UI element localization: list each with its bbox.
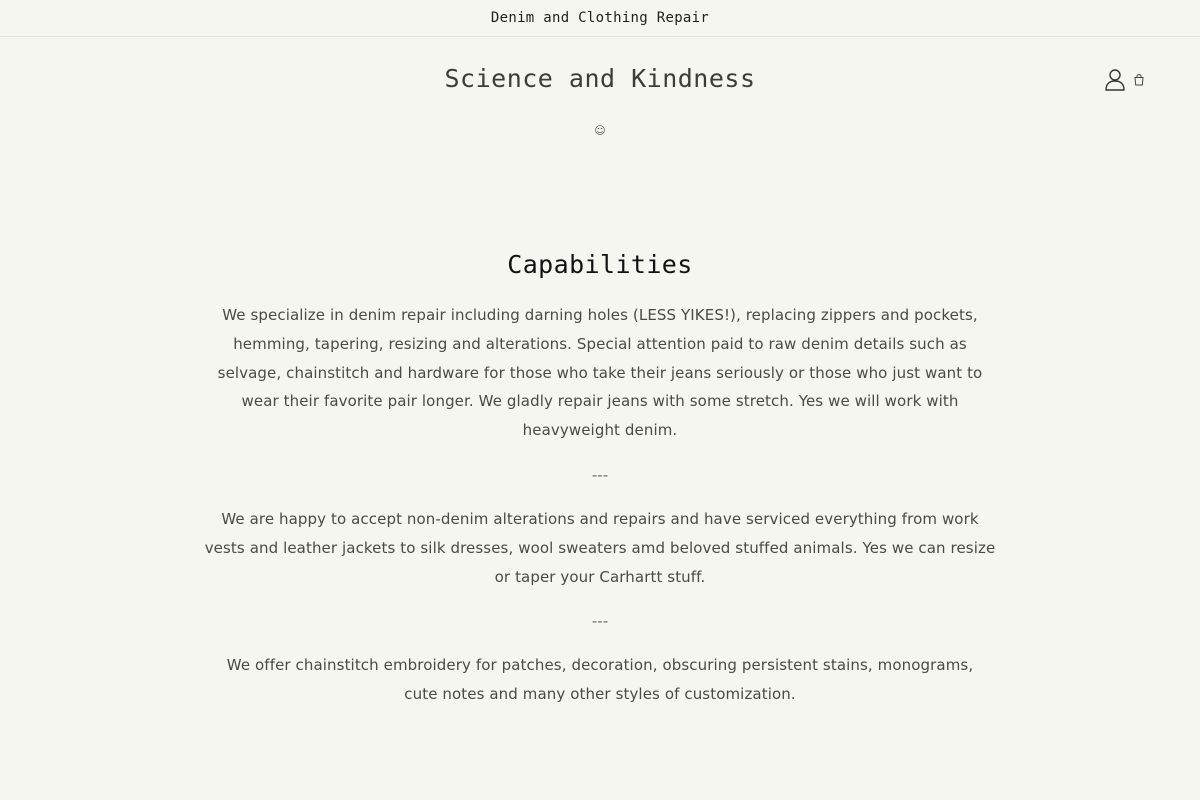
site-title-link[interactable]: Science and Kindness xyxy=(444,64,756,93)
account-icon[interactable] xyxy=(1104,68,1126,92)
paragraph-denim-repair: We specialize in denim repair including darning holes (LESS YIKES!), replacing zippers and pockets, hemming, tapering, resizing and alterations. Special attention paid to raw denim details such as selvage, chainstitch and hardware for those who take their jeans seriously or those who just want to wear their favorite pair longer. We gladly repair jeans with some stretch. Yes we will work with heavyweight denim. xyxy=(217,306,983,440)
announcement-bar xyxy=(0,0,1200,37)
divider: --- xyxy=(591,612,609,631)
smiley-link-row xyxy=(0,124,1200,137)
divider: --- xyxy=(591,465,609,484)
paragraph-alterations: We are happy to accept non-denim alterations and repairs and have serviced everything from work vests and leather jackets to silk dresses, wool sweaters amd beloved stuffed animals. Yes we can resize or taper your Carhartt stuff. xyxy=(204,509,996,586)
announcement-text: Denim and Clothing Repair xyxy=(490,10,710,26)
smiley-link[interactable]: ☺ xyxy=(594,124,606,137)
site-header xyxy=(0,38,1200,138)
main-content xyxy=(0,250,1200,709)
header-icons xyxy=(1104,68,1146,92)
cart-icon[interactable] xyxy=(1132,73,1146,87)
page-heading: Capabilities xyxy=(507,250,693,279)
paragraph-embroidery: We offer chainstitch embroidery for patches, decoration, obscuring persistent stains, monograms, cute notes and many other styles of customization. xyxy=(226,656,974,704)
